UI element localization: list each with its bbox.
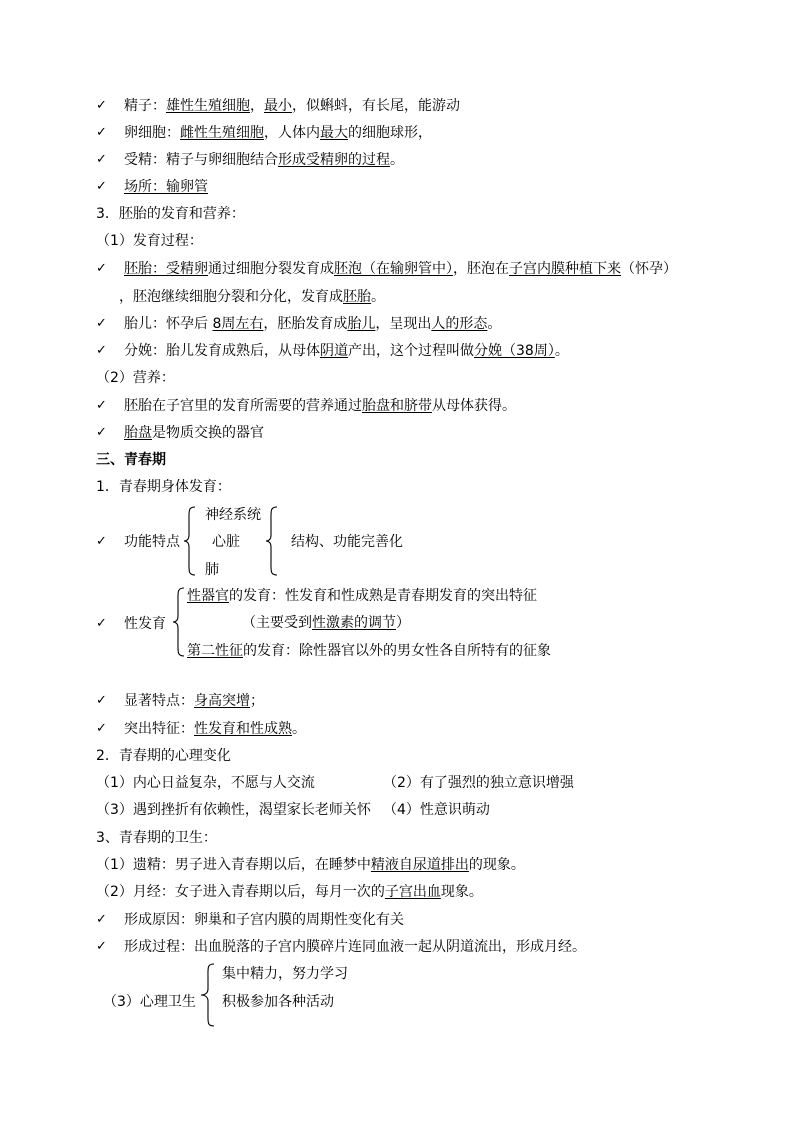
sex-development-label: 性发育: [124, 616, 166, 632]
psychology-item: （1）内心日益复杂，不愿与人交流: [96, 775, 315, 791]
check-icon: ✓: [96, 425, 107, 440]
check-icon: ✓: [96, 693, 107, 708]
nutrition-line: 胚胎在子宫里的发育所需要的营养通过胎盘和脐带从母体获得。: [124, 398, 516, 414]
right-brace-icon: [265, 505, 279, 577]
emission-line: （1）遗精：男子进入青春期以后，在睡梦中精液自尿道排出的现象。: [96, 857, 525, 873]
subsection-development: （1）发育过程：: [96, 233, 203, 249]
hygiene-title: 3、青春期的卫生：: [96, 830, 217, 846]
sex-hormone-line: （主要受到性激素的调节）: [242, 615, 410, 631]
subsection-nutrition: （2）营养：: [96, 370, 175, 386]
check-icon: ✓: [96, 398, 107, 413]
function-item: 心脏: [212, 534, 240, 550]
fertilization-line: 受精：精子与卵细胞结合形成受精卵的过程。: [124, 152, 404, 168]
check-icon: ✓: [96, 616, 107, 631]
psychology-title: 2．青春期的心理变化: [96, 748, 231, 764]
embryo-line: 胚胎：受精卵通过细胞分裂发育成胚泡（在输卵管中），胚泡在子宫内膜种植下来（怀孕）: [124, 261, 677, 277]
psychology-item: （3）遇到挫折有依赖性，渴望家长老师关怀: [96, 802, 371, 818]
check-icon: ✓: [96, 125, 107, 140]
function-item: 神经系统: [205, 507, 261, 523]
check-icon: ✓: [96, 343, 107, 358]
check-icon: ✓: [96, 98, 107, 113]
left-brace-icon: [172, 586, 186, 658]
egg-line: 卵细胞：雌性生殖细胞，人体内最大的细胞球形，: [124, 125, 432, 141]
menses-line: （2）月经：女子进入青春期以后，每月一次的子宫出血现象。: [96, 884, 483, 900]
check-icon: ✓: [96, 152, 107, 167]
left-brace-icon: [183, 505, 197, 577]
embryo-line-2: ，胚泡继续细胞分裂和分化，发育成胚胎。: [119, 289, 385, 305]
check-icon: ✓: [96, 721, 107, 736]
secondary-sex-line: 第二性征的发育：除性器官以外的男女性各自所特有的征象: [187, 643, 551, 659]
check-icon: ✓: [96, 261, 107, 276]
puberty-body-title: 1．青春期身体发育：: [96, 479, 231, 495]
check-icon: ✓: [96, 179, 107, 194]
sex-organ-line: 性器官的发育：性发育和性成熟是青春期发育的突出特征: [187, 588, 537, 604]
function-label: 功能特点: [124, 534, 180, 550]
mental-hygiene-item: 积极参加各种活动: [222, 994, 334, 1010]
mental-hygiene-item: 集中精力，努力学习: [222, 966, 348, 982]
sperm-line: 精子：雄性生殖细胞，最小，似蝌蚪，有长尾，能游动: [124, 98, 460, 114]
menses-cause-line: 形成原因：卵巢和子宫内膜的周期性变化有关: [124, 912, 404, 928]
fetus-line: 胎儿：怀孕后 8周左右，胚胎发育成胎儿，呈现出人的形态。: [124, 316, 502, 332]
function-item: 肺: [205, 562, 219, 578]
menses-process-line: 形成过程：出血脱落的子宫内膜碎片连同血液一起从阴道流出，形成月经。: [124, 939, 586, 955]
notable-feature-line: 显著特点：身高突增；: [124, 693, 264, 709]
site-line: 场所：输卵管: [124, 179, 208, 195]
psychology-item: （2）有了强烈的独立意识增强: [383, 775, 574, 791]
placenta-line: 胎盘是物质交换的器官: [124, 425, 264, 441]
mental-hygiene-label: （3）心理卫生: [103, 994, 196, 1010]
prominent-feature-line: 突出特征：性发育和性成熟。: [124, 721, 306, 737]
left-brace-icon: [200, 962, 216, 1028]
check-icon: ✓: [96, 912, 107, 927]
section-puberty-title: 三、青春期: [96, 452, 166, 468]
section-3-title: 3．胚胎的发育和营养：: [96, 206, 245, 222]
check-icon: ✓: [96, 534, 107, 549]
function-result: 结构、功能完善化: [291, 534, 403, 550]
check-icon: ✓: [96, 939, 107, 954]
birth-line: 分娩：胎儿发育成熟后，从母体阴道产出，这个过程叫做分娩（38周）。: [124, 343, 569, 359]
check-icon: ✓: [96, 316, 107, 331]
psychology-item: （4）性意识萌动: [383, 802, 490, 818]
